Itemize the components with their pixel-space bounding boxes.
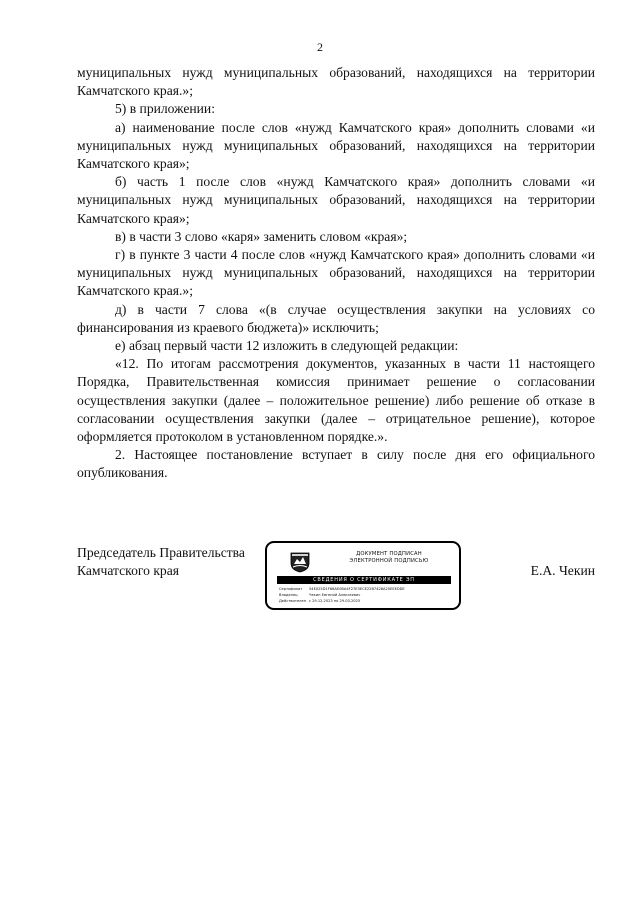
signature-title-line2: Камчатского края <box>77 563 180 579</box>
signatory-name: Е.А. Чекин <box>530 563 595 578</box>
stamp-heading-line2: ЭЛЕКТРОННОЙ ПОДПИСЬЮ <box>349 558 429 564</box>
paragraph: а) наименование после слов «нужд Камчатского края» дополнить словами «и муниципальных нужд муниципальных образований, находящихся на территории Камчатского края»; <box>77 119 595 172</box>
stamp-row <box>279 598 451 604</box>
page-number: 2 <box>317 40 323 54</box>
paragraph: б) часть 1 после слов «нужд Камчатского края» дополнить словами «и муниципальных нужд муниципальных образований, находящихся на территории Камчатского края»; <box>77 174 595 226</box>
coat-of-arms-icon <box>289 551 311 573</box>
signature-title <box>77 544 245 580</box>
electronic-signature-stamp <box>265 541 461 610</box>
stamp-certificate-bar: СВЕДЕНИЯ О СЕРТИФИКАТЕ ЭП <box>277 576 451 584</box>
stamp-heading <box>329 551 449 565</box>
paragraph: г) в пункте 3 части 4 после слов «нужд Камчатского края» дополнить словами «и муниципальных нужд муниципальных образований, находящихся на территории Камчатского края.»; <box>77 247 595 299</box>
paragraph: в) в части 3 слово «каря» заменить словом «края»; <box>115 228 408 244</box>
paragraph: 5) в приложении: <box>115 101 215 117</box>
paragraph: д) в части 7 слова «(в случае осуществления закупки на условиях со финансирования из краевого бюджета)» исключить; <box>77 301 595 335</box>
paragraph: муниципальных нужд муниципальных образований, находящихся на территории Камчатского края.»; <box>77 65 595 99</box>
stamp-details <box>279 586 451 604</box>
stamp-row-label: Сертификат <box>279 587 303 591</box>
document-body <box>77 64 595 483</box>
stamp-row-value: с 29.12.2023 по 29.03.2025 <box>309 599 361 603</box>
paragraph: «12. По итогам рассмотрения документов, указанных в части 11 настоящего Порядка, Правительственная комиссия принимает решение о согласовании осуществления закупки (далее – положительное решение) либо решение об отказе в согласовании осуществления закупки (далее – отрицательное решение), которое оформляется протоколом в установленном порядке.». <box>77 356 595 445</box>
stamp-row-label: Действителен <box>279 599 307 603</box>
stamp-row-label: Владелец <box>279 593 298 597</box>
stamp-row-value: 54E025D1F68AE0BA4F27E3ECE22B7428A20EEEDDE <box>309 587 405 591</box>
stamp-heading-line1: ДОКУМЕНТ ПОДПИСАН <box>356 551 422 557</box>
stamp-row-value: Чекин Евгений Алексеевич <box>309 593 361 597</box>
paragraph: 2. Настоящее постановление вступает в силу после дня его официального опубликования. <box>77 447 595 481</box>
signature-title-line1: Председатель Правительства <box>77 545 245 560</box>
paragraph: е) абзац первый части 12 изложить в следующей редакции: <box>115 338 459 354</box>
